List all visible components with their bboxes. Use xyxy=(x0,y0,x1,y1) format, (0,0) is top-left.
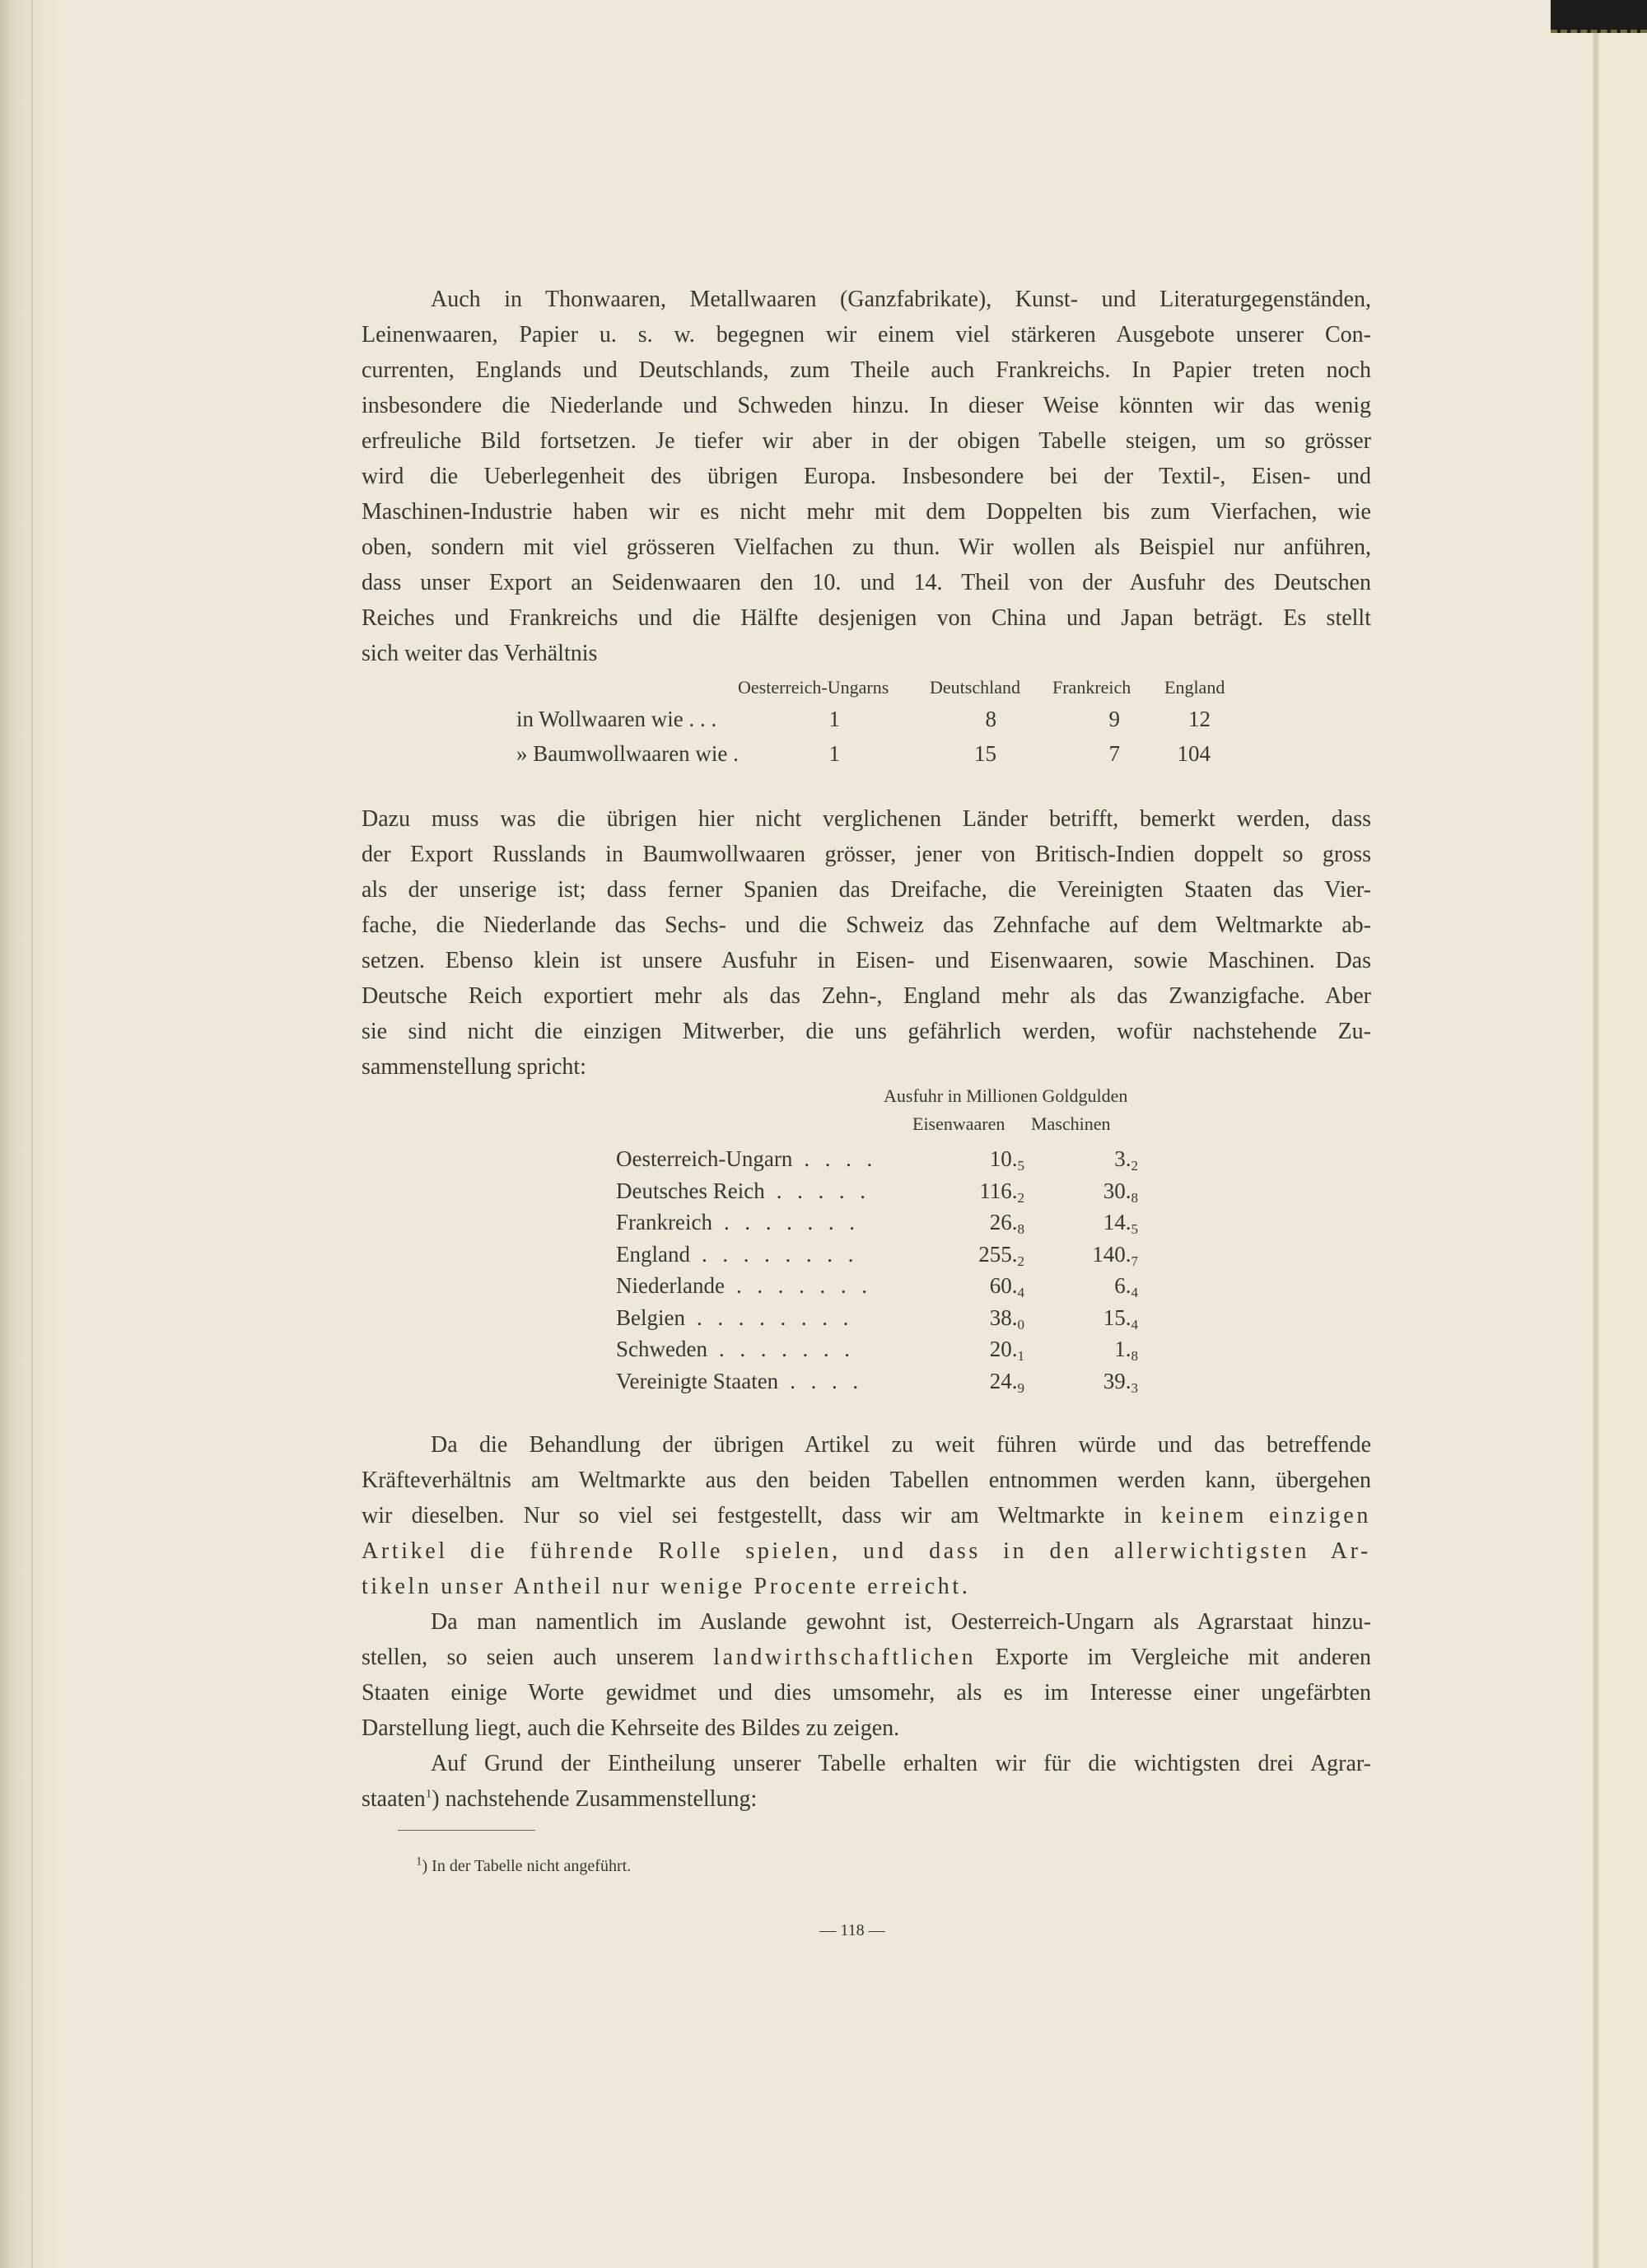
col-header: Deutschland xyxy=(930,677,1020,698)
text-line xyxy=(362,423,1371,459)
text-run: wird die Ueberlegenheit des übrigen Europa. Insbesondere bei der Textil-, Eisen- und xyxy=(362,464,1371,489)
text-line xyxy=(362,530,1371,565)
leader-dots: . . . . . . . xyxy=(735,1273,872,1298)
maschinen-value xyxy=(1038,1335,1138,1370)
col-header: Oesterreich-Ungarns xyxy=(738,677,889,698)
text-line xyxy=(431,1427,1371,1463)
footnote xyxy=(416,1855,631,1878)
text-run: Deutsche Reich exportiert mehr als das Zehn-, England mehr als das Zwanzigfache. Aber xyxy=(362,983,1371,1009)
maschinen-value xyxy=(1038,1272,1138,1307)
text-line xyxy=(362,1049,1371,1085)
emphasized-text: landwirthschaftlichen xyxy=(713,1645,977,1670)
text-run: staaten xyxy=(362,1786,426,1812)
row-label xyxy=(616,1145,877,1173)
int: 38. xyxy=(989,1304,1018,1330)
maschinen-value xyxy=(1038,1145,1138,1180)
decimal: 7 xyxy=(1131,1253,1138,1269)
row-label xyxy=(616,1272,872,1300)
int: 6. xyxy=(1114,1273,1131,1298)
scan-corner xyxy=(1551,0,1647,33)
text-run: Dazu muss was die übrigen hier nicht verglichenen Länder betrifft, bemerkt werden, dass xyxy=(362,806,1371,832)
text-run: Exporte im Vergleiche mit anderen xyxy=(976,1645,1372,1670)
text-run: als der unserige ist; dass ferner Spanien das Dreifache, die Vereinigten Staaten das Vier- xyxy=(362,877,1371,903)
text-line xyxy=(362,1014,1371,1049)
decimal: 8 xyxy=(1131,1348,1138,1364)
leader-dots: . . . . xyxy=(790,1368,864,1393)
text-run: Kräfteverhältnis am Weltmarkte aus den beiden Tabellen entnommen werden kann, übergehen xyxy=(362,1468,1371,1493)
cell: 9 xyxy=(1108,707,1120,731)
leader-dots: . . . . xyxy=(804,1146,878,1171)
text-run: oben, sondern mit viel grösseren Vielfachen zu thun. Wir wollen als Beispiel nur anführen, xyxy=(362,534,1371,560)
text-run: Darstellung liegt, auch die Kehrseite des Bildes zu zeigen. xyxy=(362,1715,900,1741)
text-line xyxy=(431,1746,1371,1781)
int: 116. xyxy=(979,1178,1018,1203)
country: Belgien xyxy=(616,1304,685,1330)
leader-dots: . . . . . xyxy=(776,1178,870,1203)
text-line xyxy=(362,837,1371,872)
text-line xyxy=(362,1569,1371,1604)
text-line xyxy=(362,1498,1371,1533)
text-run: erfreuliche Bild fortsetzen. Je tiefer wir aber in der obigen Tabelle steigen, um so grösser xyxy=(362,428,1371,454)
decimal: 2 xyxy=(1017,1189,1024,1206)
col-header: Maschinen xyxy=(1031,1113,1111,1134)
text-line xyxy=(362,978,1371,1014)
text-run: sich weiter das Verhältnis xyxy=(362,641,598,666)
text-line xyxy=(362,1640,1371,1675)
cell: 1 xyxy=(828,741,840,766)
country: Deutsches Reich xyxy=(616,1178,765,1203)
emphasized-text: Artikel die führende Rolle spielen, und dass in den allerwichtigsten Ar- xyxy=(362,1538,1371,1564)
row-label: in Wollwaaren wie . . . xyxy=(516,707,717,731)
text-run: Auf Grund der Eintheilung unserer Tabelle erhalten wir für die wichtigsten drei Agrar- xyxy=(431,1751,1371,1776)
maschinen-value xyxy=(1038,1304,1138,1339)
maschinen-value xyxy=(1038,1177,1138,1212)
row-label xyxy=(616,1177,870,1205)
int: 14. xyxy=(1103,1210,1131,1234)
decimal: 2 xyxy=(1131,1158,1138,1174)
text-run: Da man namentlich im Auslande gewohnt ist, Oesterreich-Ungarn als Agrarstaat hinzu- xyxy=(431,1609,1371,1635)
text-run: stellen, so seien auch unserem xyxy=(362,1645,714,1670)
text-line xyxy=(362,459,1371,494)
text-run: Maschinen-Industrie haben wir es nicht mehr mit dem Doppelten bis zum Vierfachen, wie xyxy=(362,499,1371,525)
text-line xyxy=(362,1533,1371,1569)
footnote-text: ) In der Tabelle nicht angeführt. xyxy=(422,1857,632,1875)
row-label xyxy=(616,1240,858,1268)
cell: 8 xyxy=(985,707,996,731)
decimal: 3 xyxy=(1131,1379,1138,1396)
text-line xyxy=(362,943,1371,978)
text-run: dass unser Export an Seidenwaaren den 10. und 14. Theil von der Ausfuhr des Deutschen xyxy=(362,570,1371,595)
col-header: Frankreich xyxy=(1052,677,1131,698)
country: Vereinigte Staaten xyxy=(616,1368,779,1393)
text-run: Staaten einige Worte gewidmet und dies umsomehr, als es im Interesse einer ungefärbten xyxy=(362,1680,1371,1706)
int: 26. xyxy=(989,1210,1018,1234)
country: Niederlande xyxy=(616,1273,725,1298)
decimal: 5 xyxy=(1131,1221,1138,1237)
int: 24. xyxy=(989,1368,1018,1393)
row-label xyxy=(616,1304,853,1332)
maschinen-value xyxy=(1038,1208,1138,1244)
text-run: Leinenwaaren, Papier u. s. w. begegnen wir einem viel stärkeren Ausgebote unserer Con- xyxy=(362,322,1371,348)
cell: 15 xyxy=(974,741,996,766)
text-run: der Export Russlands in Baumwollwaaren grösser, jener von Britisch-Indien doppelt so gross xyxy=(362,842,1371,867)
footnote-ref: 1 xyxy=(425,1787,432,1801)
text-line xyxy=(362,636,1371,671)
col-header: Eisenwaaren xyxy=(912,1113,1005,1134)
text-run: Auch in Thonwaaren, Metallwaaren (Ganzfabrikate), Kunst- und Literaturgegenständen, xyxy=(431,287,1371,312)
decimal: 8 xyxy=(1017,1221,1024,1237)
text-line xyxy=(362,1710,1371,1746)
emphasized-text: tikeln unser Antheil nur wenige Procente erreicht. xyxy=(362,1574,971,1599)
text-line xyxy=(362,352,1371,388)
text-run: ) nachstehende Zusammenstellung: xyxy=(432,1786,758,1812)
eisenwaaren-value xyxy=(922,1177,1024,1212)
text-line xyxy=(362,1781,1371,1817)
emphasized-text: keinem einzigen xyxy=(1160,1503,1372,1528)
text-run: currenten, Englands und Deutschlands, zum Theile auch Frankreichs. In Papier treten noch xyxy=(362,357,1371,383)
decimal: 4 xyxy=(1017,1285,1024,1300)
decimal: 0 xyxy=(1017,1316,1024,1332)
text-run: sammenstellung spricht: xyxy=(362,1054,586,1080)
int: 1. xyxy=(1114,1337,1131,1361)
cell: 12 xyxy=(1188,707,1211,731)
country: Schweden xyxy=(616,1337,707,1361)
maschinen-value xyxy=(1038,1367,1138,1402)
eisenwaaren-value xyxy=(922,1240,1024,1276)
eisenwaaren-value xyxy=(922,1272,1024,1307)
text-line xyxy=(362,872,1371,908)
eisenwaaren-value xyxy=(922,1304,1024,1339)
leader-dots: . . . . . . . xyxy=(723,1210,860,1234)
int: 20. xyxy=(989,1337,1018,1361)
decimal: 2 xyxy=(1017,1253,1024,1269)
decimal: 1 xyxy=(1017,1348,1024,1364)
eisenwaaren-value xyxy=(922,1335,1024,1370)
decimal: 4 xyxy=(1131,1285,1138,1300)
int: 140. xyxy=(1092,1241,1131,1267)
int: 10. xyxy=(989,1146,1018,1171)
leader-dots: . . . . . . . xyxy=(718,1337,855,1361)
leader-dots: . . . . . . . . xyxy=(696,1304,854,1330)
int: 15. xyxy=(1103,1304,1131,1330)
text-line xyxy=(362,388,1371,423)
table-title: Ausfuhr in Millionen Goldgulden xyxy=(884,1085,1128,1106)
decimal: 5 xyxy=(1017,1158,1024,1174)
eisenwaaren-value xyxy=(922,1208,1024,1244)
text-line xyxy=(362,600,1371,636)
country: Frankreich xyxy=(616,1210,712,1234)
text-line xyxy=(362,1675,1371,1710)
int: 3. xyxy=(1114,1146,1131,1171)
text-line xyxy=(362,565,1371,600)
eisenwaaren-value xyxy=(922,1145,1024,1180)
text-run: wir dieselben. Nur so viel sei festgestellt, dass wir am Weltmarkte in xyxy=(362,1503,1161,1528)
text-run: setzen. Ebenso klein ist unsere Ausfuhr in Eisen- und Eisenwaaren, sowie Maschinen. Das xyxy=(362,948,1371,973)
cell: 104 xyxy=(1177,741,1211,766)
decimal: 9 xyxy=(1017,1379,1024,1396)
int: 30. xyxy=(1103,1178,1131,1203)
text-line xyxy=(362,908,1371,943)
text-run: Reiches und Frankreichs und die Hälfte desjenigen von China und Japan beträgt. Es stellt xyxy=(362,605,1371,631)
text-line xyxy=(362,1463,1371,1498)
cell: 1 xyxy=(828,707,840,731)
row-label xyxy=(616,1208,860,1236)
row-label xyxy=(616,1367,863,1395)
row-label: » Baumwollwaaren wie . xyxy=(516,741,739,766)
footnote-mark: 1 xyxy=(416,1855,422,1869)
row-label xyxy=(616,1335,855,1363)
eisenwaaren-value xyxy=(922,1367,1024,1402)
text-line xyxy=(362,317,1371,352)
text-line xyxy=(362,494,1371,530)
text-run: insbesondere die Niederlande und Schweden hinzu. In dieser Weise könnten wir das wenig xyxy=(362,393,1371,418)
text-run: sie sind nicht die einzigen Mitwerber, die uns gefährlich werden, wofür nachstehende Zu- xyxy=(362,1019,1371,1044)
cell: 7 xyxy=(1108,741,1120,766)
text-line xyxy=(362,801,1371,837)
int: 39. xyxy=(1103,1368,1131,1393)
text-run: fache, die Niederlande das Sechs- und die Schweiz das Zehnfache auf dem Weltmarkte ab- xyxy=(362,912,1371,938)
country: England xyxy=(616,1241,690,1267)
text-run: Da die Behandlung der übrigen Artikel zu weit führen würde und das betreffende xyxy=(431,1432,1371,1458)
col-header: England xyxy=(1164,677,1225,698)
maschinen-value xyxy=(1038,1240,1138,1276)
decimal: 4 xyxy=(1131,1316,1138,1332)
decimal: 8 xyxy=(1131,1189,1138,1206)
text-line xyxy=(431,1604,1371,1640)
footnote-rule xyxy=(398,1830,535,1831)
int: 255. xyxy=(978,1241,1018,1267)
page-number: — 118 — xyxy=(819,1921,885,1939)
country: Oesterreich-Ungarn xyxy=(616,1146,793,1171)
int: 60. xyxy=(989,1273,1018,1298)
leader-dots: . . . . . . . . xyxy=(701,1241,859,1267)
text-line xyxy=(431,282,1371,317)
